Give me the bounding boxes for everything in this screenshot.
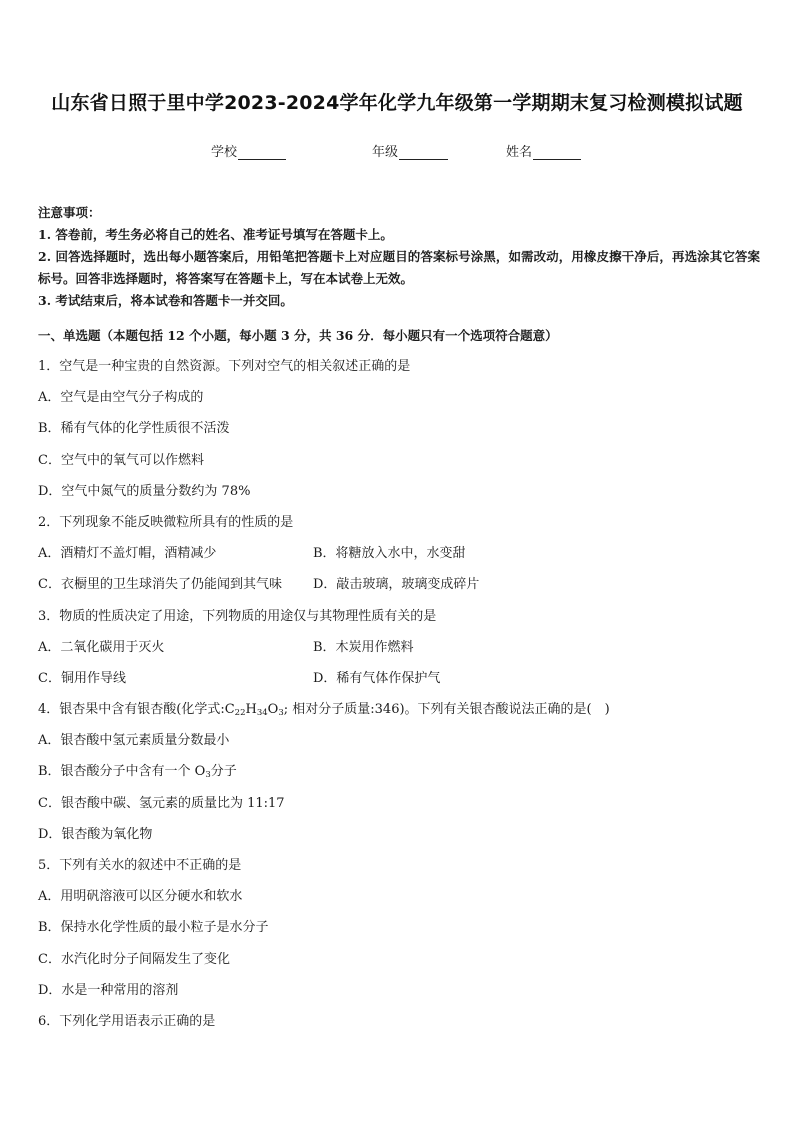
question-5-option-c: C．水汽化时分子间隔发生了变化 [38,951,230,967]
question-3-option-d: D．稀有气体作保护气 [313,670,441,686]
grade-blank [399,145,448,160]
question-1-option-d: D．空气中氮气的质量分数约为 78% [38,483,251,499]
question-2-option-b: B．将糖放入水中，水变甜 [313,546,466,562]
questions-block [38,325,760,1037]
notes-heading: 注意事项： [38,205,101,220]
name-label: 姓名 [506,145,533,160]
notes-block [38,202,760,312]
question-6-stem: 6．下列化学用语表示正确的是 [38,1013,216,1029]
school-field [211,141,286,160]
question-5-option-a: A．用明矾溶液可以区分硬水和软水 [38,889,243,905]
exam-title: 山东省日照于里中学2023-2024学年化学九年级第一学期期末复习检测模拟试题 [51,92,743,114]
note-item: 1. 答卷前，考生务必将自己的姓名、准考证号填写在答题卡上。 [38,227,393,242]
question-4-option-d: D．银杏酸为氧化物 [38,826,153,842]
formula-element: H [245,702,257,718]
question-2-stem: 2．下列现象不能反映微粒所具有的性质的是 [38,514,294,530]
question-2-options-row-1 [38,538,760,569]
question-4-stem-prefix: 4．银杏果中含有银杏酸(化学式:C [38,702,235,718]
name-blank [533,145,581,160]
question-1-option-b: B．稀有气体的化学性质很不活泼 [38,421,230,437]
question-4-option-b [38,756,760,787]
question-4-stem [38,694,760,725]
question-4-option-c: C．银杏酸中碳、氢元素的质量比为 11:17 [38,795,285,811]
question-2-option-d: D．敲击玻璃，玻璃变成碎片 [313,577,480,593]
school-label: 学校 [211,145,238,160]
question-4-option-b-prefix: B．银杏酸分子中含有一个 O [38,764,206,780]
school-blank [238,145,286,160]
question-2-option-a: A．酒精灯不盖灯帽，酒精减少 [38,546,217,562]
question-5-option-b: B．保持水化学性质的最小粒子是水分子 [38,920,269,936]
question-2-options-row-2 [38,569,760,600]
question-3-stem: 3．物质的性质决定了用途，下列物质的用途仅与其物理性质有关的是 [38,608,437,624]
formula-subscript: 3 [278,708,284,719]
question-1-option-a: A．空气是由空气分子构成的 [38,390,204,406]
question-5-option-d: D．水是一种常用的溶剂 [38,982,179,998]
question-5-stem: 5．下列有关水的叙述中不正确的是 [38,858,242,873]
formula-subscript: 34 [256,708,268,719]
formula-element: O [267,702,279,718]
question-1-stem: 1．空气是一种宝贵的自然资源。下列对空气的相关叙述正确的是 [38,359,411,374]
note-item: 2. 回答选择题时，选出每小题答案后，用铅笔把答题卡上对应题目的答案标号涂黑，如需改动，用橡皮擦干净后，再选涂其它答案标号。回答非选择题时，将答案写在答题卡上，写在本试卷上无效。 [38,249,760,286]
question-3-option-c: C．铜用作导线 [38,670,126,686]
section-heading: 一、单选题（本题包括 12 个小题，每小题 3 分，共 36 分．每小题只有一个选项符合题意） [38,328,558,343]
question-4-option-a: A．银杏酸中氢元素质量分数最小 [38,733,230,749]
question-4-stem-suffix: ; 相对分子质量:346)。下列有关银杏酸说法正确的是( ) [283,702,610,718]
question-1-option-c: C．空气中的氧气可以作燃料 [38,452,204,468]
question-4-option-b-suffix: 分子 [210,764,237,780]
name-field [506,141,581,160]
question-3-option-b: B．木炭用作燃料 [313,639,414,655]
grade-field [372,141,448,160]
grade-label: 年级 [372,145,399,160]
note-item: 3. 考试结束后，将本试卷和答题卡一并交回。 [38,293,293,308]
formula-subscript: 3 [205,770,211,781]
question-3-option-a: A．二氧化碳用于灭火 [38,639,165,655]
question-3-options-row-1 [38,632,760,663]
question-3-options-row-2 [38,663,760,694]
formula-subscript: 22 [234,708,246,719]
question-2-option-c: C．衣橱里的卫生球消失了仍能闻到其气味 [38,577,282,593]
